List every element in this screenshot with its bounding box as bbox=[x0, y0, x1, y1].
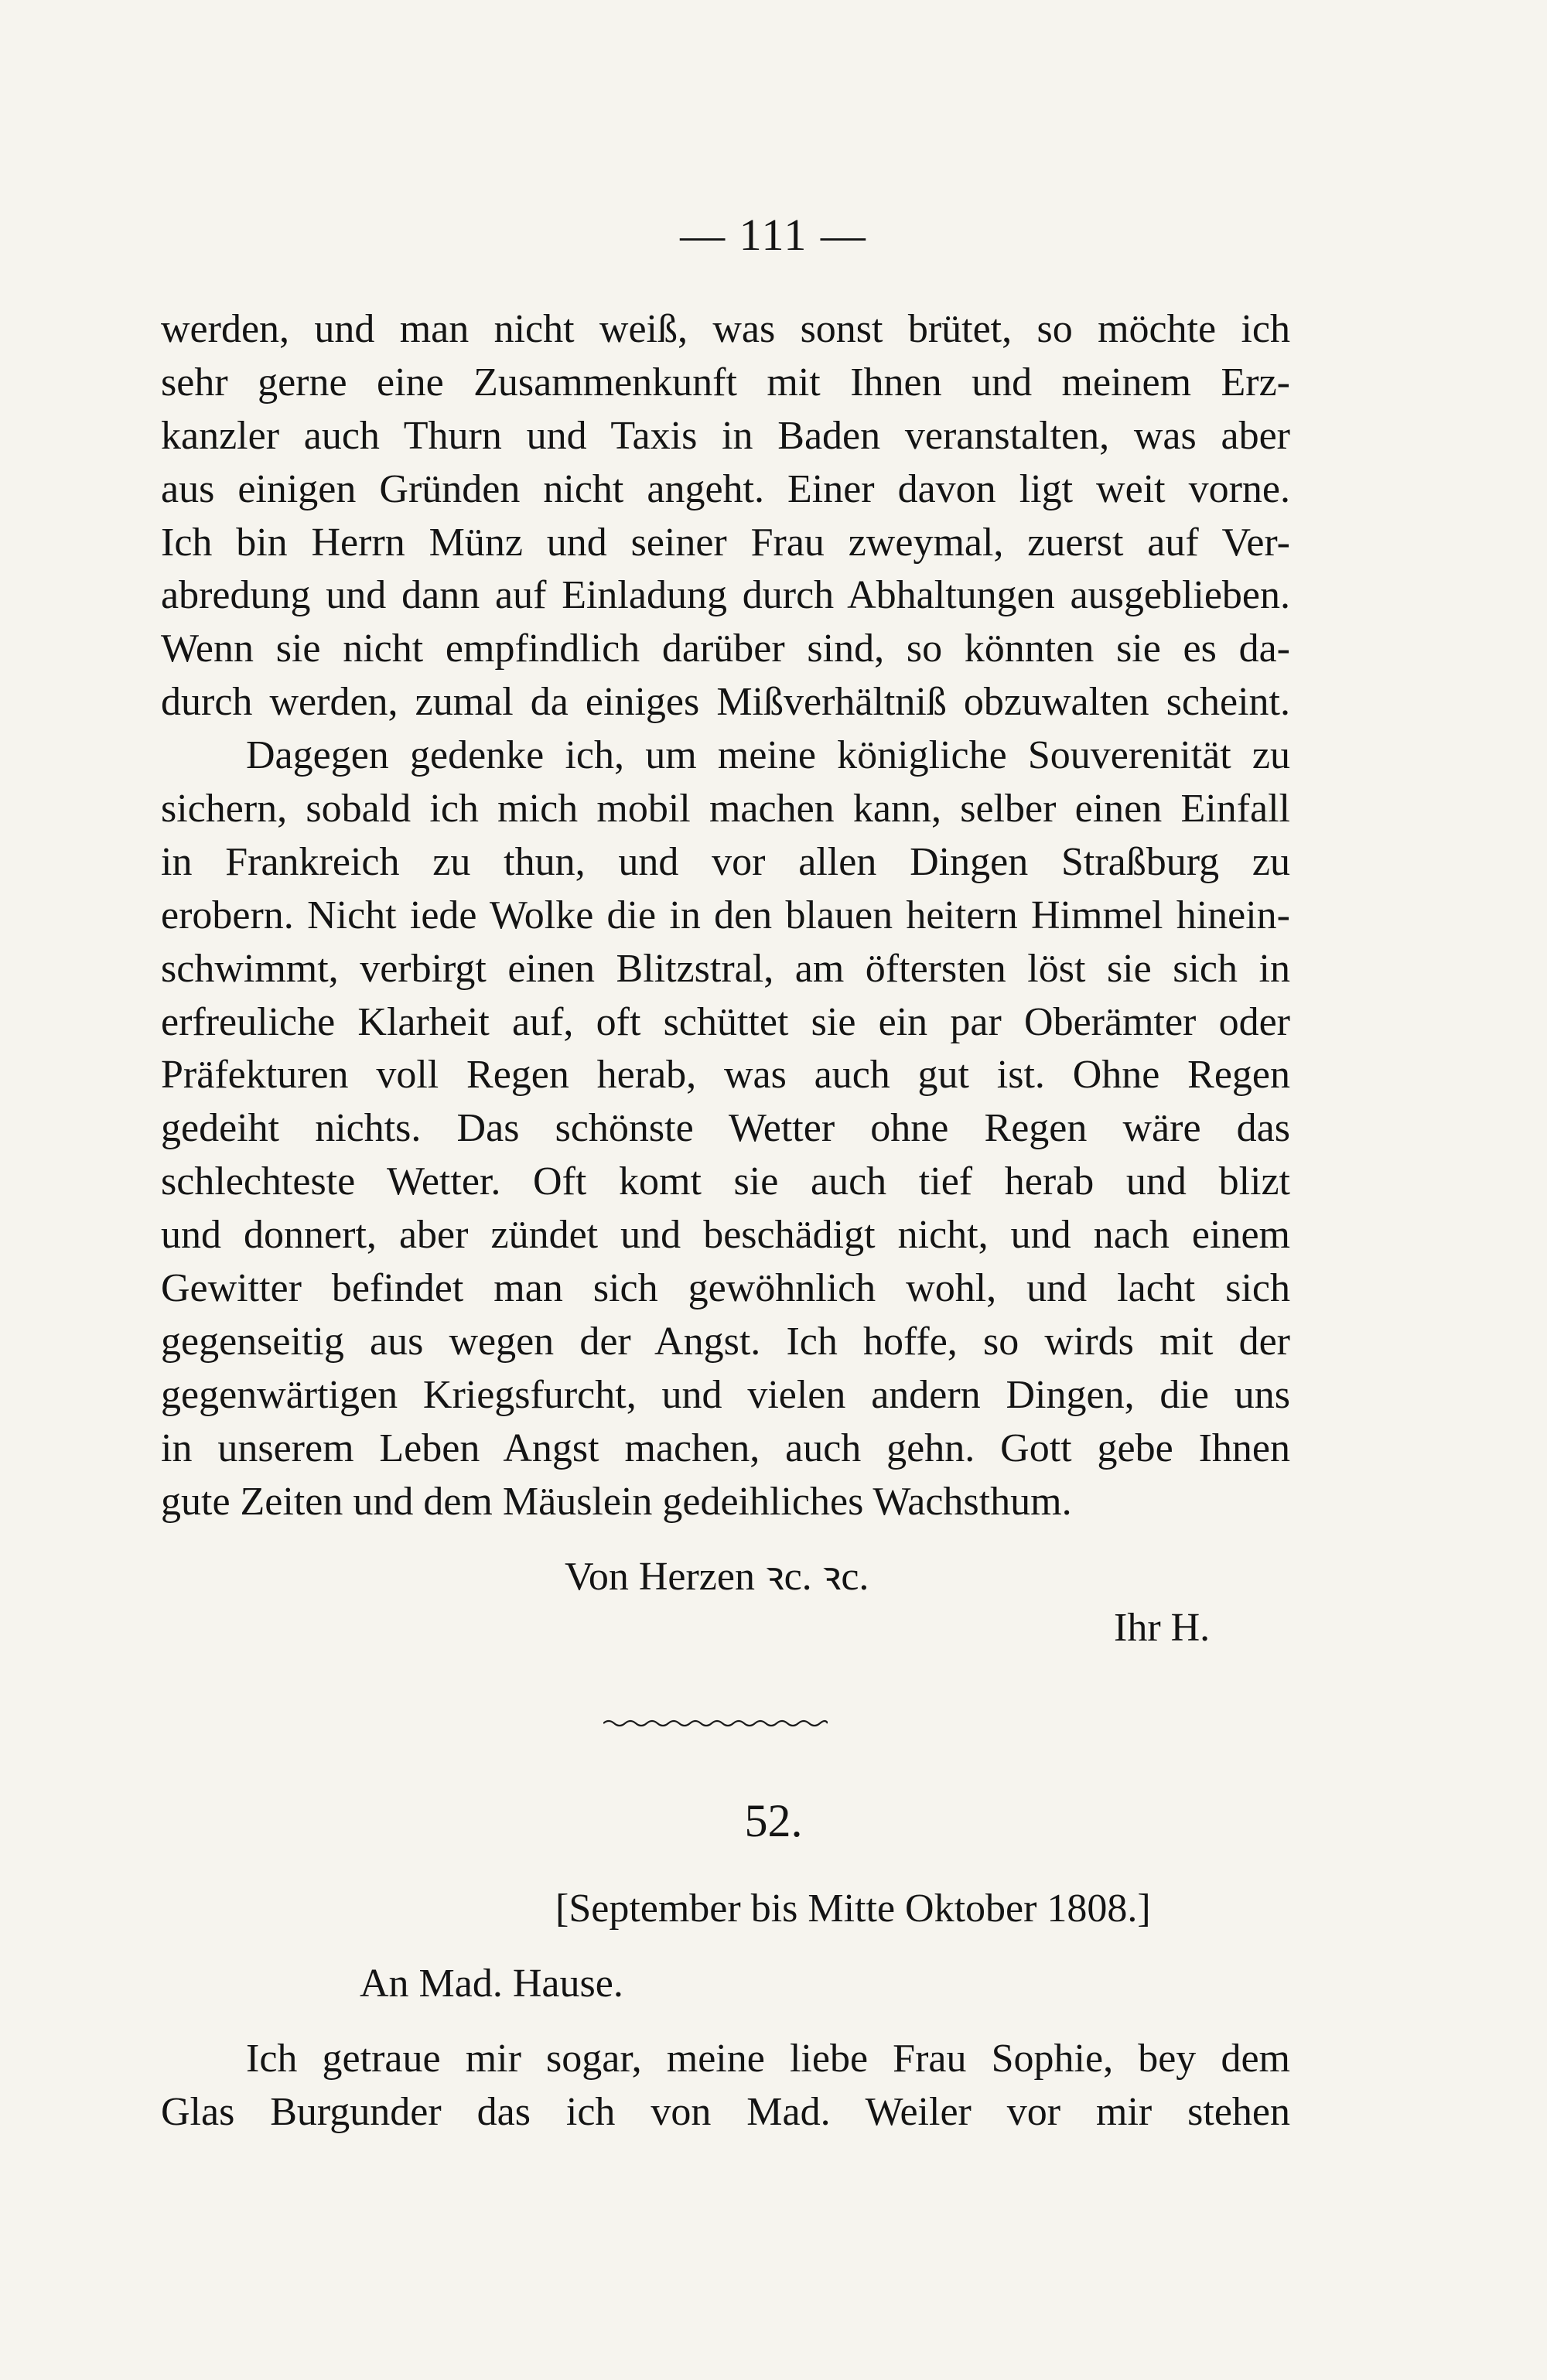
letter-body-continued bbox=[161, 303, 1290, 1528]
wavy-divider bbox=[603, 1719, 828, 1728]
text-line: aus einigen Gründen nicht angeht. Einer davon ligt weit vorne. bbox=[161, 466, 1290, 511]
text-line: Dagegen gedenke ich, um meine königliche Souverenität zu bbox=[246, 733, 1290, 778]
page-number: — 111 — bbox=[680, 210, 867, 260]
signature: Ihr H. bbox=[1114, 1606, 1211, 1650]
closing-formula: Von Herzen ꝛc. ꝛc. bbox=[565, 1555, 869, 1599]
text-line: in unserem Leben Angst machen, auch gehn. Gott gebe Ihnen bbox=[161, 1426, 1290, 1470]
text-line: erobern. Nicht iede Wolke die in den blauen heitern Himmel hinein- bbox=[161, 893, 1290, 937]
text-line: abredung und dann auf Einladung durch Abhaltungen ausgeblieben. bbox=[161, 573, 1290, 618]
text-line: schwimmt, verbirgt einen Blitzstral, am öftersten löst sie sich in bbox=[161, 946, 1290, 991]
text-line: schlechteste Wetter. Oft komt sie auch tief herab und blizt bbox=[161, 1159, 1290, 1204]
text-line: in Frankreich zu thun, und vor allen Dingen Straßburg zu bbox=[161, 839, 1290, 884]
text-line: gegenwärtigen Kriegsfurcht, und vielen andern Dingen, die uns bbox=[161, 1372, 1290, 1417]
text-line: Glas Burgunder das ich von Mad. Weiler vor mir stehen bbox=[161, 2089, 1290, 2134]
text-line: sichern, sobald ich mich mobil machen kann, selber einen Einfall bbox=[161, 787, 1290, 831]
letter-body-new bbox=[161, 2033, 1290, 2139]
text-line: Gewitter befindet man sich gewöhnlich wohl, und lacht sich bbox=[161, 1266, 1290, 1311]
text-line: Ich bin Herrn Münz und seiner Frau zweymal, zuerst auf Ver- bbox=[161, 520, 1290, 565]
text-line: gegenseitig aus wegen der Angst. Ich hoffe, so wirds mit der bbox=[161, 1319, 1290, 1364]
text-line: Ich getraue mir sogar, meine liebe Frau Sophie, bey dem bbox=[246, 2037, 1290, 2081]
text-line: und donnert, aber zündet und beschädigt nicht, und nach einem bbox=[161, 1213, 1290, 1258]
text-line: gedeiht nichts. Das schönste Wetter ohne Regen wäre das bbox=[161, 1106, 1290, 1151]
letter-addressee: An Mad. Hause. bbox=[360, 1962, 623, 2006]
letter-number: 52. bbox=[744, 1795, 803, 1846]
text-line: erfreuliche Klarheit auf, oft schüttet sie ein par Oberämter oder bbox=[161, 999, 1290, 1044]
text-line: Wenn sie nicht empfindlich darüber sind, so könnten sie es da- bbox=[161, 627, 1290, 671]
text-line: sehr gerne eine Zusammenkunft mit Ihnen und meinem Erz- bbox=[161, 360, 1290, 405]
letter-dateline: [September bis Mitte Oktober 1808.] bbox=[555, 1887, 1151, 1931]
text-line: gute Zeiten und dem Mäuslein gedeihliches Wachsthum. bbox=[161, 1479, 1072, 1524]
text-line: werden, und man nicht weiß, was sonst brütet, so möchte ich bbox=[161, 307, 1290, 351]
text-line: Präfekturen voll Regen herab, was auch gut ist. Ohne Regen bbox=[161, 1053, 1290, 1098]
text-line: durch werden, zumal da einiges Mißverhältniß obzuwalten scheint. bbox=[161, 680, 1290, 725]
text-line: kanzler auch Thurn und Taxis in Baden veranstalten, was aber bbox=[161, 413, 1290, 458]
